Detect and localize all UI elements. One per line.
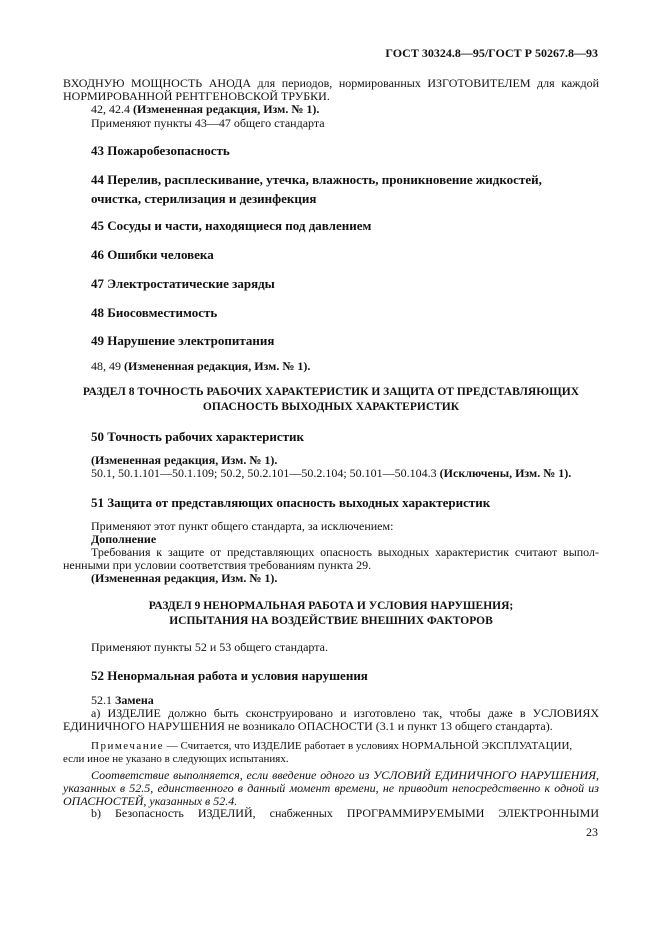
heading-47: 47 Электростатические заряды bbox=[91, 276, 275, 291]
section-51-requirements: Требования к защите от представляющих опасность выходных характеристик считают выпол- ненными при условии соответствия требованиям пункта 29. (Измененная редакция, Изм. № 1). bbox=[63, 545, 599, 585]
section-8-title: РАЗДЕЛ 8 ТОЧНОСТЬ РАБОЧИХ ХАРАКТЕРИСТИК И ЗАЩИТА ОТ ПРЕДСТАВЛЯЮЩИХ ОПАСНОСТЬ ВЫХОДНЫХ ХАРАКТЕРИСТИК bbox=[82, 386, 580, 413]
amendment-48-49: 48, 49 (Измененная редакция, Изм. № 1). bbox=[91, 359, 311, 373]
note-52-1: Примечание — Считается, что ИЗДЕЛИЕ работает в условиях НОРМАЛЬНОЙ ЭКСПЛУАТАЦИИ, если иное не указано в следующих испытаниях. bbox=[63, 740, 573, 765]
clause-52-1-b: b) Безопасность ИЗДЕЛИЙ, снабженных ПРОГРАММИРУЕМЫМИ ЭЛЕКТРОННЫМИ bbox=[91, 806, 599, 820]
heading-48: 48 Биосовместимость bbox=[91, 305, 218, 320]
heading-44: 44 Перелив, расплескивание, утечка, влажность, проникновение жидкостей, очистка, стерилизация и дезинфекция bbox=[91, 172, 542, 206]
section-9-title: РАЗДЕЛ 9 НЕНОРМАЛЬНАЯ РАБОТА И УСЛОВИЯ НАРУШЕНИЯ; ИСПЫТАНИЯ НА ВОЗДЕЙСТВИЕ ВНЕШНИХ ФАКТОРОВ bbox=[148, 600, 514, 627]
intro-paragraph: ВХОДНУЮ МОЩНОСТЬ АНОДА для периодов, нормированных ИЗГОТОВИТЕЛЕМ для каждой НОРМИРОВАННОЙ РЕНТГЕНОВСКОЙ ТРУБКИ. bbox=[63, 76, 599, 103]
compliance-52-1: Соответствие выполняется, если введение одного из УСЛОВИЙ ЕДИНИЧНОГО НАРУШЕНИЯ, указанных в 52.5, единственного в данный момент времени, не приводит непосредственно к одной из ОПАСНОСТЕЙ, указанных в 52.4. bbox=[63, 768, 599, 808]
apply-52-53: Применяют пункты 52 и 53 общего стандарта. bbox=[91, 640, 328, 654]
section-51-apply: Применяют этот пункт общего стандарта, за исключением: Дополнение bbox=[91, 519, 394, 546]
apply-43-47: Применяют пункты 43—47 общего стандарта bbox=[91, 116, 325, 130]
amendment-42: 42, 42.4 (Измененная редакция, Изм. № 1). bbox=[91, 102, 320, 116]
heading-43: 43 Пожаробезопасность bbox=[91, 143, 230, 158]
heading-51: 51 Защита от представляющих опасность выходных характеристик bbox=[91, 495, 491, 510]
heading-52: 52 Ненормальная работа и условия нарушения bbox=[91, 668, 368, 683]
heading-46: 46 Ошибки человека bbox=[91, 247, 214, 262]
page-header: ГОСТ 30324.8—95/ГОСТ Р 50267.8—93 bbox=[385, 46, 598, 60]
clause-52-1-a: а) ИЗДЕЛИЕ должно быть сконструировано и изготовлено так, чтобы даже в УСЛОВИЯХ ЕДИНИЧНОГО НАРУШЕНИЯ не возникало ОПАСНОСТИ (3.1 и пункт 13 общего стандарта). bbox=[63, 706, 599, 733]
clause-52-1: 52.1 Замена bbox=[91, 693, 154, 707]
page-number: 23 bbox=[586, 825, 598, 839]
amendment-50: (Измененная редакция, Изм. № 1). 50.1, 50.1.101—50.1.109; 50.2, 50.2.101—50.2.104; 50.101—50.104.3 (Исключены, Изм. № 1). bbox=[91, 453, 572, 480]
heading-45: 45 Сосуды и части, находящиеся под давлением bbox=[91, 218, 372, 233]
heading-49: 49 Нарушение электропитания bbox=[91, 333, 275, 348]
heading-50: 50 Точность рабочих характеристик bbox=[91, 429, 304, 444]
